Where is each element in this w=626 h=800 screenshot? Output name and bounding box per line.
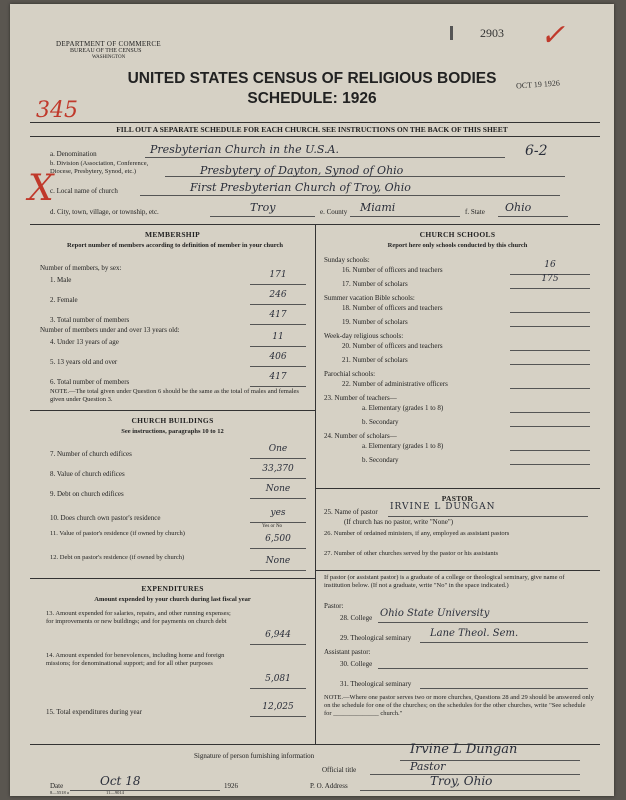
schools-row-label: a. Elementary (grades 1 to 8) (362, 442, 444, 450)
red-mark: X (28, 168, 54, 209)
q25-value: IRVINE L DUNGAN (390, 502, 496, 512)
stamp-mark (450, 26, 453, 40)
member-row-label: 4. Under 13 years of age (50, 338, 119, 346)
member-row-line (250, 346, 306, 347)
schools-row-line (510, 312, 590, 313)
signature-value: Irvine L Dungan (410, 742, 518, 757)
member-row-value: 417 (269, 372, 287, 382)
q28-label: 28. College (340, 614, 373, 622)
q12-value: None (265, 556, 291, 566)
member-row-value: 417 (269, 310, 287, 320)
schools-row-label: b. Secondary (362, 456, 399, 464)
schools-instruction: Report here only schools conducted by this church (387, 242, 528, 249)
schools-row-line (510, 388, 590, 389)
q11-label: 11. Value of pastor's residence (if owned by church) (50, 530, 185, 537)
schools-heading: Summer vacation Bible schools: (324, 294, 415, 302)
title-value: Pastor (410, 760, 446, 773)
schools-row-line (510, 288, 590, 289)
q30-label: 30. College (340, 660, 373, 668)
schools-heading: 23. Number of teachers— (324, 394, 397, 402)
assistant-label: Assistant pastor: (324, 648, 371, 656)
member-row-label: 3. Total number of members (50, 316, 130, 324)
red-number: 345 (36, 98, 78, 123)
date-value: Oct 18 (100, 774, 141, 788)
q7-label: 7. Number of church edifices (50, 450, 132, 458)
q26-label: 26. Number of ordained ministers, if any, employed as assistant pastors (324, 530, 510, 537)
q28-value: Ohio State University (380, 608, 490, 619)
q7-value: One (268, 444, 288, 454)
schools-row-line (510, 326, 590, 327)
form-subtitle: SCHEDULE: 1926 (247, 90, 377, 107)
schools-heading: Week-day religious schools: (324, 332, 404, 340)
print-number: 11—9014 (106, 790, 124, 795)
q15-value: 12,025 (262, 702, 294, 712)
graduate-instruction: If pastor (or assistant pastor) is a graduate of a college or theological seminary, give name of institution below. (If not a graduate, write "No" in the space indicated.) (324, 574, 565, 589)
q15-label: 15. Total expenditures during year (46, 708, 142, 716)
member-row-label: 1. Male (50, 276, 72, 284)
buildings-title: CHURCH BUILDINGS (131, 416, 214, 425)
member-row-value: 11 (272, 332, 284, 342)
city-label-field: d. City, town, village, or township, etc. (50, 208, 159, 216)
schools-row-label: 17. Number of scholars (342, 280, 408, 288)
q29-label: 29. Theological seminary (340, 634, 412, 642)
q13-value: 6,944 (265, 630, 291, 640)
schools-title: CHURCH SCHOOLS (419, 230, 496, 239)
schools-row-value: 175 (541, 274, 559, 284)
denomination-value: Presbyterian Church in the U.S.A. (150, 143, 339, 156)
q9-label: 9. Debt on church edifices (50, 490, 124, 498)
membership-instruction: Report number of members according to definition of member in your church (67, 242, 283, 249)
schools-row-label: 20. Number of officers and teachers (342, 342, 443, 350)
schools-row-line (510, 350, 590, 351)
schools-heading: Parochial schools: (324, 370, 376, 378)
q14-value: 5,081 (265, 674, 291, 684)
schools-row-label: 16. Number of officers and teachers (342, 266, 443, 274)
q10-value: yes (270, 508, 286, 518)
schools-row-line (510, 364, 590, 365)
schools-row-line (510, 450, 590, 451)
member-row-label: 2. Female (50, 296, 78, 304)
member-row-line (250, 304, 306, 305)
signature-label: Signature of person furnishing information (194, 752, 315, 760)
schools-row-line (510, 412, 590, 413)
title-label: Official title (322, 766, 357, 774)
address-label: P. O. Address (310, 782, 348, 790)
schools-row-line (510, 464, 590, 465)
schools-row-label: b. Secondary (362, 418, 399, 426)
member-row-value: 246 (269, 290, 287, 300)
q25-label: 25. Name of pastor (324, 508, 378, 516)
schools-row-line (510, 426, 590, 427)
member-row-label: 5. 13 years old and over (50, 358, 118, 366)
bureau-label: BUREAU OF THE CENSUS (70, 48, 142, 54)
q14-label: 14. Amount expended for benevolences, including home and foreign missions; for denominational support; and for all other purposes (46, 652, 225, 667)
expenditures-instruction: Amount expended by your church during last fiscal year (94, 596, 251, 603)
membership-note: NOTE.—The total given under Question 6 should be the same as the total of males and females given under Question 3. (50, 388, 299, 403)
date-year: 1926 (224, 782, 238, 790)
city-value: Troy (250, 201, 276, 214)
pastor-label: Pastor: (324, 602, 344, 610)
city-label: WASHINGTON (92, 55, 126, 60)
schools-row-value: 16 (544, 260, 556, 270)
state-value: Ohio (505, 201, 532, 214)
form-number: 8—5518 a (50, 790, 69, 795)
member-row-line (250, 284, 306, 285)
q12-label: 12. Debt on pastor's residence (if owned by church) (50, 554, 185, 561)
q31-label: 31. Theological seminary (340, 680, 412, 688)
pastor-title: PASTOR (441, 494, 474, 503)
census-form (10, 4, 614, 796)
date-label: Date (50, 782, 64, 790)
schools-row-label: 22. Number of administrative officers (342, 380, 448, 388)
state-label: f. State (465, 208, 485, 216)
division-value: Presbytery of Dayton, Synod of Ohio (200, 164, 404, 177)
denomination-code: 6-2 (525, 143, 548, 159)
q9-value: None (265, 484, 291, 494)
q25-note: (If church has no pastor, write "None") (344, 518, 454, 526)
local-name-value: First Presbyterian Church of Troy, Ohio (190, 181, 411, 194)
instruction-line: FILL OUT A SEPARATE SCHEDULE FOR EACH CHURCH. SEE INSTRUCTIONS ON THE BACK OF THIS SHEET (116, 125, 508, 134)
member-row-value: 171 (269, 270, 287, 280)
q29-value: Lane Theol. Sem. (430, 628, 519, 639)
department-label: DEPARTMENT OF COMMERCE (56, 40, 161, 48)
q8-value: 33,370 (262, 464, 294, 474)
member-row-line (250, 386, 306, 387)
expenditures-title: EXPENDITURES (141, 584, 204, 593)
stamp-number: 2903 (480, 26, 504, 40)
pastor-note: NOTE.—Where one pastor serves two or more churches, Questions 28 and 29 should be answered only on the schedule for one of the churches; on the schedules for the other churches, write "See schedule for ______________ church." (324, 694, 594, 717)
q8-label: 8. Value of church edifices (50, 470, 125, 478)
schools-heading: Sunday schools: (324, 256, 370, 264)
schools-row-label: a. Elementary (grades 1 to 8) (362, 404, 444, 412)
membership-title: MEMBERSHIP (144, 230, 201, 239)
members-by-sex: Number of members, by sex: (40, 264, 122, 272)
q11-value: 6,500 (265, 534, 291, 544)
member-row-line (250, 324, 306, 325)
schools-row-label: 19. Number of scholars (342, 318, 408, 326)
member-row-line (250, 366, 306, 367)
yes-no-hint: Yes or No (262, 524, 283, 529)
local-name-label: c. Local name of church (50, 187, 118, 195)
schools-row-label: 21. Number of scholars (342, 356, 408, 364)
division-label: b. Division (Association, Conference, Diocese, Presbytery, Synod, etc.) (50, 160, 149, 175)
member-row-label: 6. Total number of members (50, 378, 130, 386)
received-stamp: OCT 19 1926 (515, 78, 561, 91)
buildings-instruction: See instructions, paragraphs 10 to 12 (121, 428, 224, 435)
check-mark: ✓ (540, 18, 566, 53)
members-by-age: Number of members under and over 13 years old: (40, 326, 180, 334)
form-title: UNITED STATES CENSUS OF RELIGIOUS BODIES (127, 70, 497, 87)
county-value: Miami (360, 201, 396, 214)
schools-row-label: 18. Number of officers and teachers (342, 304, 443, 312)
address-value: Troy, Ohio (430, 774, 493, 788)
member-row-value: 406 (269, 352, 287, 362)
county-label: e. County (320, 208, 348, 216)
q10-label: 10. Does church own pastor's residence (50, 514, 161, 522)
denomination-label: a. Denomination (50, 150, 97, 158)
q13-label: 13. Amount expended for salaries, repairs, and other running expenses; for improvements or new buildings; and for payments on church debt (46, 610, 231, 625)
q27-label: 27. Number of other churches served by the pastor or his assistants (324, 550, 499, 557)
schools-heading: 24. Number of scholars— (324, 432, 397, 440)
